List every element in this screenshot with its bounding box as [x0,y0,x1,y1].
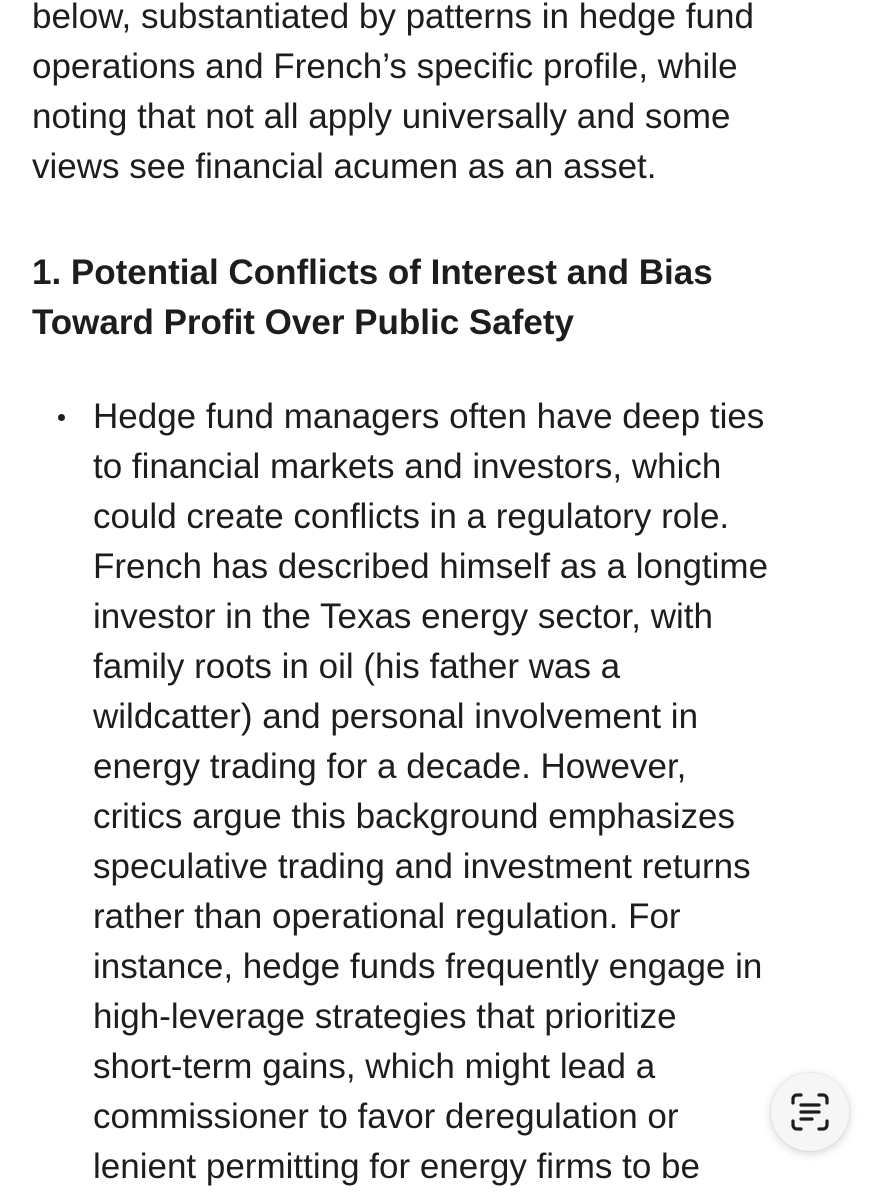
heading-line: 1. Potential Conflicts of Interest and Bias [32,253,713,292]
text-line: French has described himself as a longtime [93,547,769,586]
text-line: wildcatter) and personal involvement in [93,697,699,736]
text-line: instance, hedge funds frequently engage in [93,947,763,986]
live-text-icon [789,1091,831,1133]
text-line: Hedge fund managers often have deep ties [93,397,765,436]
text-line: to financial markets and investors, which [93,447,722,486]
article-content [32,0,852,1192]
text-line: rather than operational regulation. For [93,897,681,936]
text-line: commissioner to favor deregulation or [93,1097,679,1136]
text-line: below, substantiated by patterns in hedge fund [32,0,754,36]
list-item [32,392,852,1192]
bullet-icon [58,414,65,421]
text-line: high-leverage strategies that prioritize [93,997,677,1036]
text-line: operations and French’s specific profile, while [32,47,738,86]
section-heading [32,248,852,348]
text-line: lenient permitting for energy firms to be [93,1147,700,1186]
text-line: energy trading for a decade. However, [93,747,687,786]
text-line: investor in the Texas energy sector, with [93,597,713,636]
text-line: short-term gains, which might lead a [93,1047,656,1086]
text-line: speculative trading and investment returns [93,847,751,886]
bullet-list [32,392,852,1192]
text-line: views see financial acumen as an asset. [32,147,657,186]
intro-paragraph [32,0,852,192]
text-line: family roots in oil (his father was a [93,647,621,686]
heading-line: Toward Profit Over Public Safety [32,303,574,342]
text-line: could create conflicts in a regulatory role. [93,497,730,536]
text-line: critics argue this background emphasizes [93,797,735,836]
text-line: noting that not all apply universally and some [32,97,731,136]
live-text-button[interactable] [771,1073,849,1151]
